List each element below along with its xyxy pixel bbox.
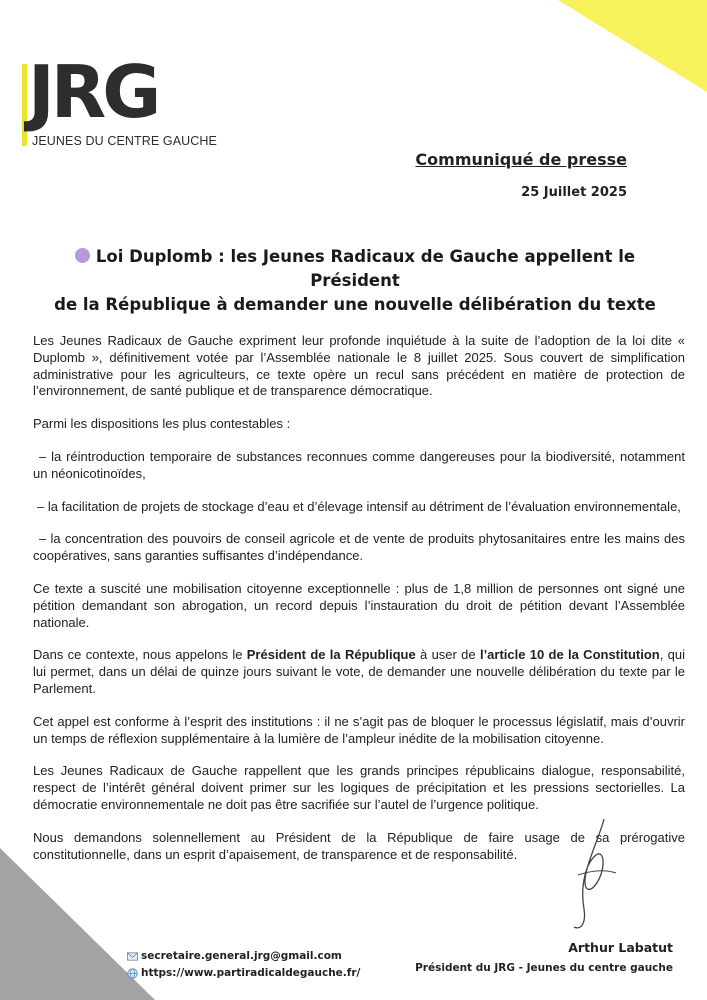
contact-email[interactable]: secretaire.general.jrg@gmail.com: [141, 950, 342, 962]
globe-icon: [127, 968, 138, 979]
contact-website[interactable]: https://www.partiradicaldegauche.fr/: [141, 967, 361, 979]
document-date: 25 Juillet 2025: [521, 185, 627, 200]
list-item-stockage: – la facilitation de projets de stockage d’eau et d’élevage intensif au détriment de l’évaluation environnementale,: [37, 498, 681, 514]
paragraph-mobilisation: Ce texte a suscité une mobilisation citoyenne exceptionnelle : plus de 1,8 million de personnes ont signé une pétition demandant son abrogation, un record depuis l’instauration du droit de pétition devant l’Assemblée nationale.: [33, 580, 685, 630]
paragraph-demand: Nous demandons solennellement au Président de la République de faire usage de sa prérogative constitutionnelle, dans un esprit d’apaisement, de transparence et de responsabilité.: [33, 829, 685, 862]
signatory-name: Arthur Labatut: [568, 940, 673, 955]
appeal-text-c: à user de: [415, 647, 480, 663]
contact-block: [127, 948, 360, 982]
logo-subtitle: JEUNES DU CENTRE GAUCHE: [32, 134, 217, 148]
appeal-text-a: Dans ce contexte, nous appelons le: [33, 647, 247, 663]
signatory-role: Président du JRG - Jeunes du centre gauche: [415, 962, 673, 974]
envelope-icon: [127, 951, 138, 962]
logo-accent-bar: [22, 64, 27, 146]
purple-dot-icon: [75, 248, 90, 263]
headline: [40, 245, 670, 317]
paragraph-principles: Les Jeunes Radicaux de Gauche rappellent que les grands principes républicains dialogue, responsabilité, respect de l’intérêt général doivent primer sur les logiques de précipitation et les pressions sectorielles. La démocratie environnementale ne doit pas être sacrifiée sur l’autel de l’urgence politique.: [33, 763, 685, 812]
headline-line-2: de la République à demander une nouvelle délibération du texte: [54, 295, 656, 314]
document-type: Communiqué de presse: [415, 150, 627, 169]
logo-mark: JRG: [28, 50, 158, 134]
paragraph-intro: Les Jeunes Radicaux de Gauche expriment leur profonde inquiétude à la suite de l’adoption de la loi dite « Duplomb », définitivement votée par l’Assemblée nationale le 8 juillet 2025. Sous couvert de simplification administrative pour les agriculteurs, ce texte opère un recul sans précédent en matière de protection de l’environnement, de santé publique et de transparence démocratique.: [33, 333, 685, 399]
handwritten-signature: [560, 815, 630, 935]
list-item-substances: – la réintroduction temporaire de substances reconnues comme dangereuses pour la biodiversité, notamment un néonicotinoïdes,: [33, 448, 685, 481]
list-item-cooperatives: – la concentration des pouvoirs de conseil agricole et de vente de produits phytosanitaires entre les mains des coopératives, sans garanties suffisantes d’indépendance.: [33, 531, 685, 564]
contact-email-row: [127, 948, 360, 965]
appeal-text-e: , qui lui permet, dans un délai de quinze jours suivant le vote, de demander une nouvelle délibération du texte par le Parlement.: [33, 647, 685, 696]
paragraph-appeal: [33, 647, 685, 697]
contact-website-row: [127, 965, 360, 982]
appeal-article: l’article 10 de la Constitution: [479, 647, 660, 663]
body-text: [33, 333, 685, 879]
paragraph-dispositions-intro: Parmi les dispositions les plus contestables :: [33, 416, 291, 432]
jrg-logo: [22, 50, 217, 150]
appeal-president: Président de la République: [246, 647, 416, 663]
headline-line-1: Loi Duplomb : les Jeunes Radicaux de Gauche appellent le Président: [95, 247, 636, 290]
paragraph-institutions: Cet appel est conforme à l’esprit des institutions : il ne s’agit pas de bloquer le processus législatif, mais d’ouvrir un temps de réflexion supplémentaire à la lumière de l’ampleur inédite de la mobilisation citoyenne.: [33, 713, 685, 746]
